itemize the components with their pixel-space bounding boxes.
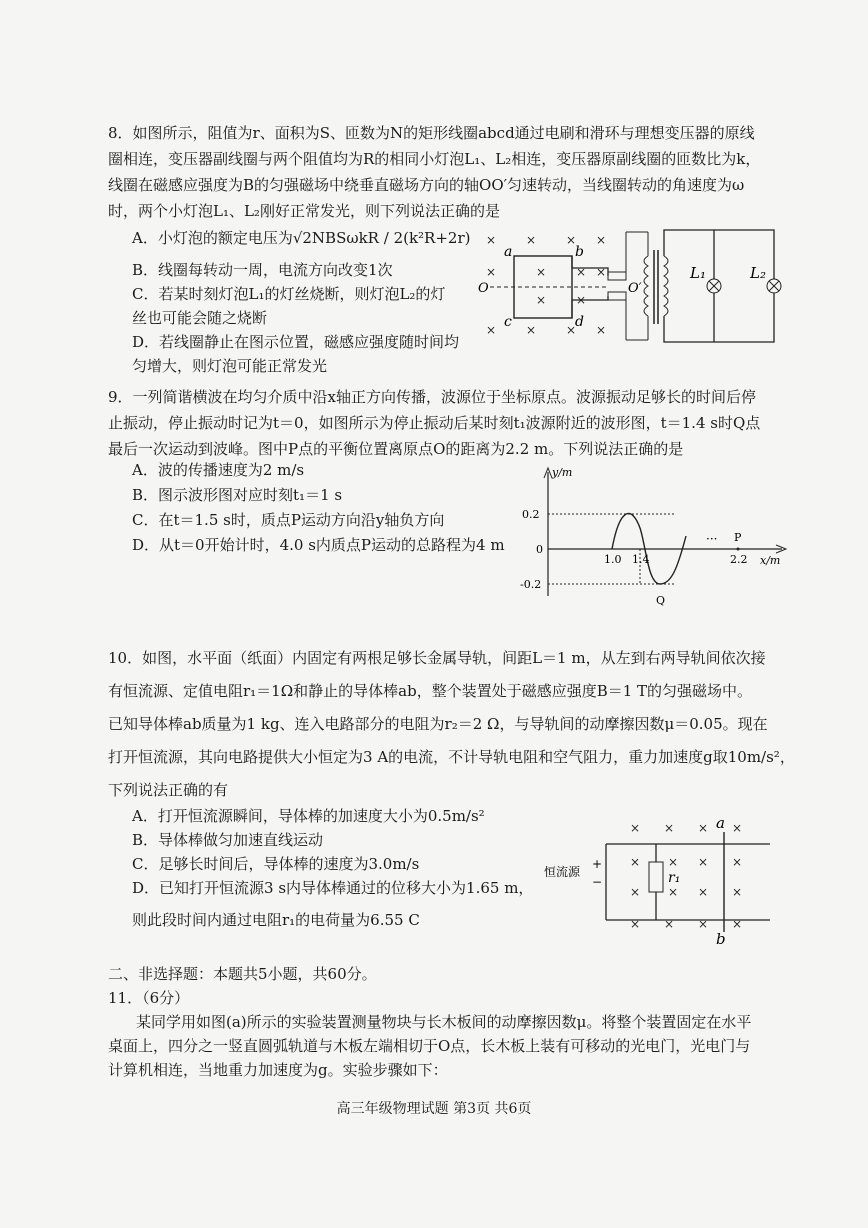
svg-text:×: × — [566, 233, 577, 247]
svg-text:×: × — [536, 293, 547, 307]
label-o-right: O′ — [628, 281, 642, 296]
label-rod-a: a — [716, 814, 725, 832]
label-rod-b: b — [716, 930, 726, 948]
q10-option-d-cont: 则此段时间内通过电阻r₁的电荷量为6.55 C — [132, 911, 420, 929]
q11-head: 11．（6分） — [108, 989, 190, 1007]
q8-option-c-cont: 丝也可能会随之烧断 — [132, 309, 268, 327]
svg-text:×: × — [732, 885, 743, 899]
svg-text:×: × — [630, 821, 641, 835]
q8-option-c: C．若某时刻灯泡L₁的灯丝烧断，则灯泡L₂的灯 — [132, 285, 446, 303]
transformer-primary-coil — [644, 256, 648, 316]
label-current-source: 恒流源 — [544, 865, 581, 879]
q9-option-d: D．从t＝0开始计时，4.0 s内质点P运动的总路程为4 m — [132, 536, 505, 554]
q8-option-a: A．小灯泡的额定电压为√2NBSωkR / 2(k²R+2r) — [132, 229, 471, 247]
q9-line: 9．一列简谐横波在均匀介质中沿x轴正方向传播，波源位于坐标原点。波源振动足够长的时间后停 — [108, 388, 757, 406]
q8-line: 8．如图所示，阻值为r、面积为S、匝数为N的矩形线圈abcd通过电刷和滑环与理想变压器的原线 — [108, 124, 755, 142]
q11-line: 某同学用如图(a)所示的实验装置测量物块与长木板间的动摩擦因数μ。将整个装置固定在水平 — [136, 1013, 752, 1031]
q11-line: 计算机相连，当地重力加速度为g。实验步骤如下： — [108, 1061, 448, 1079]
q10-line: 打开恒流源，其向电路提供大小恒定为3 A的电流，不计导轨电阻和空气阻力，重力加速度g取10m/s²， — [108, 748, 795, 766]
label-b: b — [575, 244, 584, 260]
svg-text:×: × — [630, 885, 641, 899]
question-9 — [108, 384, 760, 462]
q8-option-b: B．线圈每转动一周，电流方向改变1次 — [132, 261, 393, 279]
svg-text:×: × — [486, 233, 497, 247]
question-8 — [108, 120, 760, 224]
label-c: c — [504, 314, 512, 330]
svg-text:×: × — [486, 265, 497, 279]
q9-line: 最后一次运动到波峰。图中P点的平衡位置离原点O的距离为2.2 m。下列说法正确的是 — [108, 440, 684, 458]
q10-option-b: B．导体棒做匀加速直线运动 — [132, 831, 324, 849]
tick-x-1.4: 1.4 — [632, 553, 650, 566]
q8-figure — [478, 226, 778, 346]
label-plus: + — [592, 857, 603, 871]
svg-text:×: × — [668, 885, 679, 899]
q9-option-b: B．图示波形图对应时刻t₁＝1 s — [132, 486, 343, 504]
svg-text:×: × — [698, 855, 709, 869]
svg-text:×: × — [526, 323, 537, 337]
svg-text:×: × — [668, 855, 679, 869]
q8-line: 时，两个小灯泡L₁、L₂刚好正常发光，则下列说法正确的是 — [108, 202, 500, 220]
svg-text:×: × — [630, 917, 641, 931]
q10-option-c: C．足够长时间后，导体棒的速度为3.0m/s — [132, 855, 420, 873]
tick-y-zero: 0 — [536, 543, 543, 556]
resistor-r1 — [649, 862, 663, 892]
q9-option-c: C．在t＝1.5 s时，质点P运动方向沿y轴负方向 — [132, 511, 445, 529]
q8-line: 线圈在磁感应强度为B的匀强磁场中绕垂直磁场方向的轴OO′匀速转动，当线圈转动的角速度为ω — [108, 176, 745, 194]
q10-figure — [544, 816, 774, 946]
label-r1: r₁ — [668, 870, 681, 886]
q9-option-a: A．波的传播速度为2 m/s — [132, 461, 305, 479]
svg-text:×: × — [698, 821, 709, 835]
tick-x-1.0: 1.0 — [604, 553, 622, 566]
x-axis-label: x/m — [760, 554, 781, 567]
y-axis-label: y/m — [552, 466, 573, 479]
svg-text:×: × — [596, 323, 607, 337]
slip-ring-lower — [608, 292, 626, 300]
q8-option-d-cont: 匀增大，则灯泡可能正常发光 — [132, 357, 328, 375]
section-2 — [108, 962, 751, 1082]
label-a: a — [504, 244, 513, 260]
svg-text:×: × — [596, 233, 607, 247]
svg-text:×: × — [536, 265, 547, 279]
svg-text:×: × — [664, 821, 675, 835]
q10-line: 已知导体棒ab质量为1 kg、连入电路部分的电阻为r₂＝2 Ω，与导轨间的动摩擦因数μ＝0.05。现在 — [108, 715, 768, 733]
q10-line: 10．如图，水平面（纸面）内固定有两根足够长金属导轨，间距L＝1 m，从左到右两导轨间依次接 — [108, 649, 766, 667]
svg-text:×: × — [576, 293, 587, 307]
svg-text:×: × — [664, 917, 675, 931]
label-p: P — [734, 531, 742, 544]
svg-text:×: × — [596, 265, 607, 279]
label-o-left: O — [478, 281, 489, 296]
svg-text:×: × — [698, 885, 709, 899]
svg-text:×: × — [732, 855, 743, 869]
svg-text:×: × — [486, 323, 497, 337]
q8-line: 圈相连，变压器副线圈与两个阻值均为R的相同小灯泡L₁、L₂相连，变压器原副线圈的匝数比为k， — [108, 150, 761, 168]
q10-line: 有恒流源、定值电阻r₁＝1Ω和静止的导体棒ab，整个装置处于磁感应强度B＝1 T的匀强磁场中。 — [108, 682, 753, 700]
label-d: d — [575, 314, 584, 330]
q10-line: 下列说法正确的有 — [108, 781, 229, 799]
q10-option-d: D．已知打开恒流源3 s内导体棒通过的位移大小为1.65 m， — [132, 879, 534, 897]
q9-line: 止振动，停止振动时记为t＝0，如图所示为停止振动后某时刻t₁波源附近的波形图，t＝1.4 s时Q点 — [108, 414, 761, 432]
magnetic-field-crosses — [630, 821, 742, 931]
svg-text:×: × — [732, 917, 743, 931]
page-footer: 高三年级物理试题 第3页 共6页 — [336, 1101, 532, 1117]
slip-ring-upper — [608, 272, 626, 280]
q9-options — [132, 458, 505, 558]
tick-x-2.2: 2.2 — [730, 553, 748, 566]
svg-text:×: × — [576, 265, 587, 279]
q9-wave-figure — [520, 466, 800, 606]
svg-text:×: × — [630, 855, 641, 869]
ellipsis: ··· — [706, 532, 718, 546]
q8-options — [132, 226, 471, 378]
q10-option-a: A．打开恒流源瞬间，导体棒的加速度大小为0.5m/s² — [132, 807, 485, 825]
svg-text:×: × — [732, 821, 743, 835]
question-10 — [108, 642, 795, 807]
q11-line: 桌面上，四分之一竖直圆弧轨道与木板左端相切于O点，长木板上装有可移动的光电门，光电门与 — [108, 1037, 751, 1055]
svg-text:×: × — [698, 917, 709, 931]
q10-options — [132, 804, 533, 932]
label-l1: L₁ — [690, 264, 706, 282]
transformer-secondary-coil — [664, 256, 668, 316]
label-minus: − — [592, 875, 603, 889]
q8-option-d: D．若线圈静止在图示位置，磁感应强度随时间均 — [132, 333, 460, 351]
point-p — [737, 548, 740, 551]
tick-y-neg: -0.2 — [520, 578, 542, 591]
svg-text:×: × — [566, 323, 577, 337]
label-q: Q — [656, 594, 666, 607]
svg-text:×: × — [526, 233, 537, 247]
tick-y-pos: 0.2 — [522, 508, 540, 521]
label-l2: L₂ — [750, 264, 766, 282]
section-2-title: 二、非选择题：本题共5小题，共60分。 — [108, 965, 377, 983]
